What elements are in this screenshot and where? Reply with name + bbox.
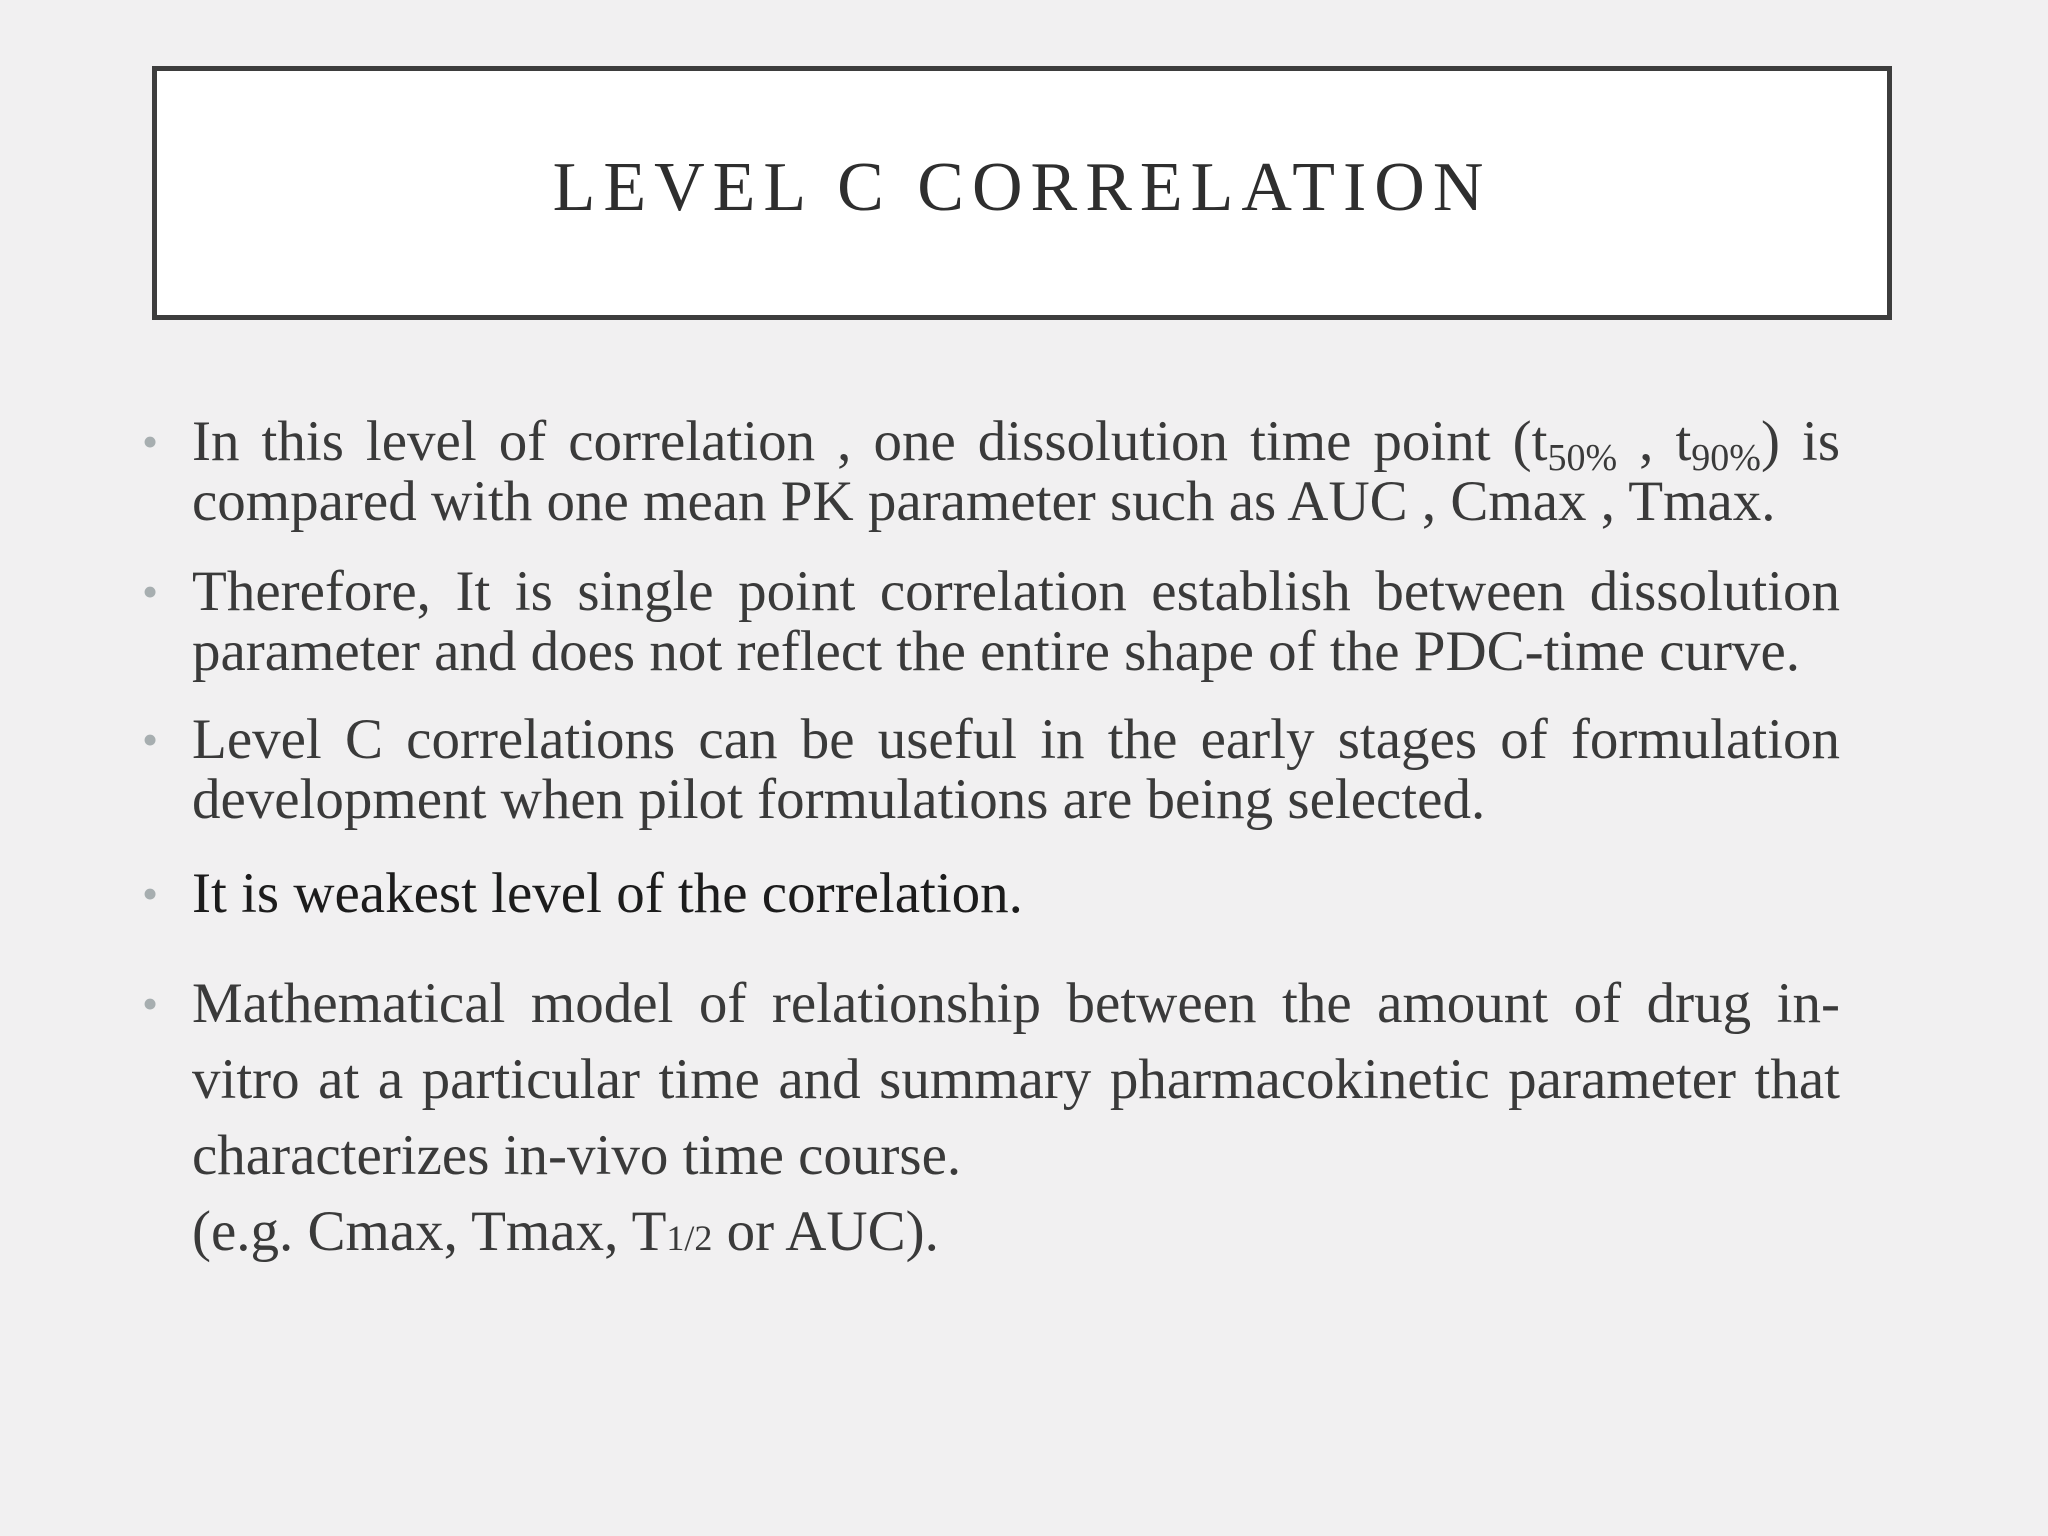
bullet-text: Therefore, It is single point correlation establish between dissolution parameter and does not reflect the entire shape of the PDC-time curve. (192, 560, 1840, 683)
bullet-text-part: , t (1617, 410, 1692, 473)
example-line (192, 1194, 1840, 1270)
bullet-icon: • (142, 978, 159, 1029)
example-text-part: or AUC). (712, 1200, 939, 1263)
subscript: 90% (1691, 437, 1761, 479)
bullet-item-3 (140, 710, 1840, 830)
title-box (152, 66, 1892, 320)
subscript: 1/2 (666, 1218, 713, 1258)
bullet-item-1 (140, 412, 1840, 532)
example-text-part: (e.g. Cmax, Tmax, T (192, 1200, 667, 1263)
bullet-item-5 (140, 966, 1840, 1270)
bullet-icon: • (142, 566, 159, 617)
bullet-icon: • (142, 868, 159, 919)
bullet-text: Mathematical model of relationship between the amount of drug in-vitro at a particular time and summary pharmacokinetic parameter that characterizes in-vivo time course. (192, 972, 1840, 1187)
bullet-icon: • (142, 714, 159, 765)
bullet-item-2 (140, 562, 1840, 682)
subscript: 50% (1547, 437, 1618, 479)
bullet-text: Level C correlations can be useful in the early stages of formulation development when pilot formulations are being selected. (192, 708, 1840, 831)
bullet-text-part: ) is compared with one mean PK parameter such as AUC , Cmax , Tmax. (192, 410, 1840, 533)
bullet-text-part: In this level of correlation , one dissolution time point (t (192, 410, 1548, 473)
slide-title: LEVEL C CORRELATION (552, 149, 1492, 226)
bullet-text: It is weakest level of the correlation. (192, 862, 1023, 925)
bullet-item-4 (140, 864, 1840, 924)
bullet-list (140, 412, 1840, 1270)
bullet-icon: • (142, 416, 159, 467)
